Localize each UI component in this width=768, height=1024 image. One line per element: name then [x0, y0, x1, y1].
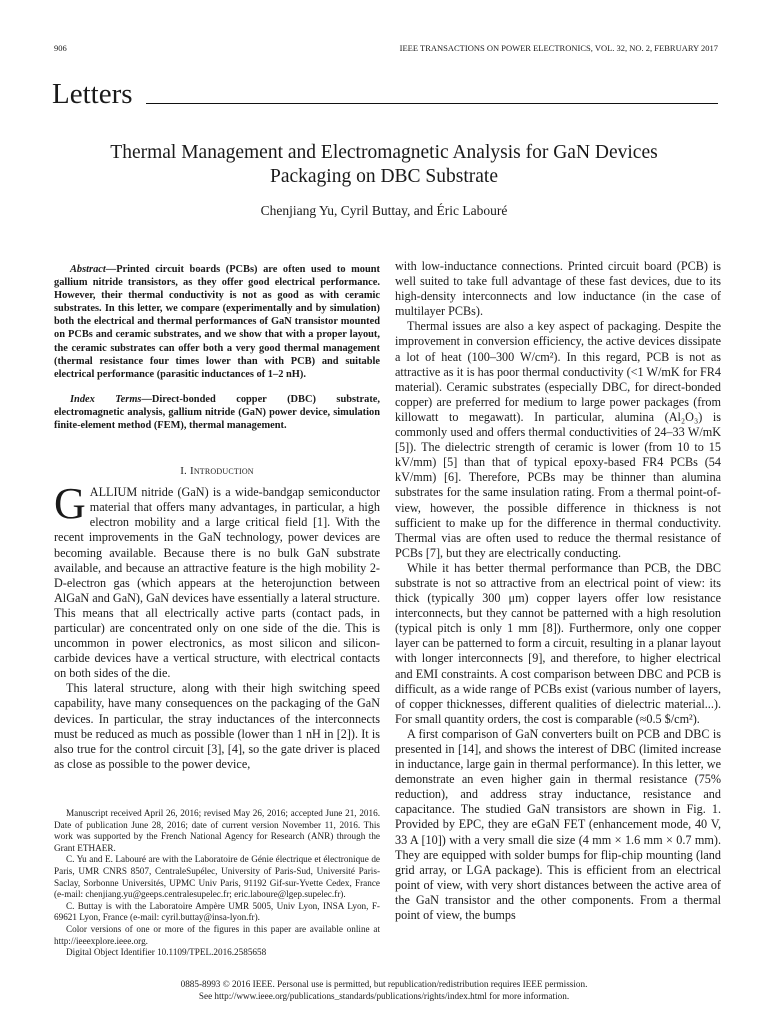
right-paragraph-4: A first comparison of GaN converters built on PCB and DBC is presented in [14], and shows the interest of DBC (limited increase in inductance, large gain in thermal performance). In this letter, we demonstrate an even higher gain in thermal resistance (75% reduction), and address stray inductance, resistance and capacitance. The studied GaN transistors are shown in Fig. 1. Provided by EPC, they are eGaN FET (enhancement mode, 40 V, 33 A [10]) with a very small die size (4 mm × 1.6 mm × 0.7 mm). They are equipped with solder bumps for flip-chip mounting (land grid array, or LGA package). This is efficient from an electrical point of view, with very short distances between the active area of the GaN transistor and the other components. From a thermal point of view, the bumps — [395, 726, 721, 923]
right-paragraph-2: Thermal issues are also a key aspect of packaging. Despite the improvement in conversion efficiency, the active devices dissipate a lot of heat (100–300 W/cm²). In this regard, PCB is not as attractive as it is has poor thermal conductivity (<1 W/mK for FR4 material). Ceramic substrates (especially DBC, for direct-bonded copper) are preferred for medium to large power packages (from killowatt to megawatt). In particular, alumina (Al₂O₃) is commonly used and offers thermal conductivities of 24–33 W/mK [5]). The dielectric strength of ceramic is lower (from 10 to 15 kV/mm) [5] than that of typical epoxy-based FR4 PCBs (54 kV/mm) [6]. Therefore, PCBs may be thinner than alumina substrates for the same insulation rating. From a thermal point-of-view, however, the possible difference in thickness is not sufficient to make up for the difference in thermal conductivity. Thermal vias are often used to reduce the thermal resistance of PCBs [7], but they are electrically conducting. — [395, 319, 721, 560]
journal-header: IEEE TRANSACTIONS ON POWER ELECTRONICS, VOL. 32, NO. 2, FEBRUARY 2017 — [399, 43, 718, 53]
index-terms-text: —Direct-bonded copper (DBC) substrate, electromagnetic analysis, gallium nitride (GaN) power device, simulation finite-element method (FEM), thermal management. — [54, 393, 380, 432]
heading-number: I. — [180, 465, 190, 478]
introduction-body — [54, 479, 380, 772]
introduction-heading — [54, 465, 380, 477]
footnote-color-note: Color versions of one or more of the figures in this paper are available online at http://ieeexplore.ieee.org. — [54, 923, 380, 946]
right-column — [395, 259, 721, 923]
abstract-text: —Printed circuit boards (PCBs) are often used to mount gallium nitride transistors, as they offer good electrical performance. However, their thermal conductivity is not as good as with ceramic substrates. In this letter, we compare (experimentally and by simulation) both the electrical and thermal performances of GaN transistor mounted on PCBs and ceramic substrates, and we show that with a proper layout, the ceramic substrates can offer both a very good thermal management (thermal resistance four times lower than with PCB) and suitable electrical performance (parasitic inductances of 1–2 nH). — [54, 264, 380, 380]
authors: Chenjiang Yu, Cyril Buttay, and Éric Labouré — [260, 203, 508, 218]
abstract — [54, 263, 380, 381]
intro-paragraph-1 — [54, 479, 380, 681]
footnotes — [54, 808, 380, 959]
abstract-lead: Abstract — [70, 264, 106, 275]
title-line-2: Packaging on DBC Substrate — [269, 166, 499, 187]
heading-text: Introduction — [189, 465, 254, 478]
footnote-affiliation-2: C. Buttay is with the Laboratoire Ampère UMR 5005, Univ Lyon, INSA Lyon, F-69621 Lyon, France (e-mail: cyril.buttay@insa-lyon.fr). — [54, 900, 380, 923]
section-title: Letters — [52, 78, 133, 110]
copyright-line-2: See http://www.ieee.org/publications_standards/publications/rights/index.html for more information. — [198, 991, 570, 1001]
footnote-doi: Digital Object Identifier 10.1109/TPEL.2016.2585658 — [66, 947, 267, 958]
left-column — [54, 263, 380, 772]
drop-cap: G — [54, 479, 86, 529]
right-paragraph-1: with low-inductance connections. Printed circuit board (PCB) is well suited to take full advantage of these fast devices, due to its high-density interconnects and low inductance (in the case of multilayer PCBs). — [395, 259, 721, 319]
copyright-footer — [40, 978, 728, 1002]
section-rule — [146, 103, 718, 104]
article-title — [60, 141, 708, 189]
page-number: 906 — [54, 43, 67, 53]
intro-p1-text: ALLIUM nitride (GaN) is a wide-bandgap semiconductor material that offers many advantages, in particular, a high electron mobility and a large critical field [1]. With the recent improvements in the GaN technology, power devices are becoming available. Because there is no bulk GaN substrate available, and because an attractive feature is the high mobility 2-D-electron gas (which appears at the heterojunction between AlGaN and GaN), GaN devices have essentially a lateral structure. This means that all electrically active parts (contact pads, in particular) are concentrated only on one side of the die. This is uncommon in power electronics, as most silicon and silicon-carbide devices have a vertical structure, with electrical contacts on both sides of the die. — [54, 485, 380, 681]
footnote-manuscript: Manuscript received April 26, 2016; revised May 26, 2016; accepted June 21, 2016. Date of publication June 28, 2016; date of current version November 11, 2016. This work was supported by the French National Agency for Research (ANR) through the Grant ETHAER. — [54, 808, 380, 853]
right-paragraph-3: While it has better thermal performance than PCB, the DBC substrate is not so attractive from an electrical point of view: its thick (typically 300 μm) copper layers offer low resistance interconnects, but they cannot be patterned with a high resolution (typical pitch is only 1 mm [8]). Furthermore, only one copper layer can be patterned to form a circuit, resulting in a planar layout with longer interconnects [9], and therefore, to higher electrical and EMI constraints. A cost comparison between DBC and PCB is difficult, as a wide range of PCBs exist (various number of layers, of copper thicknesses, different qualities of dielectric material...). For small quantity orders, the cost is comparable (≈0.5 $/cm²). — [395, 560, 721, 726]
index-terms-lead: Index Terms — [70, 393, 142, 405]
intro-paragraph-2: This lateral structure, along with their high switching speed capability, have many consequences on the packaging of the GaN devices. In particular, the stray inductances of the interconnects must be reduced as much as possible (lower than 1 nH in [2]). It is also true for the control circuit [3], [4], so the gate driver is placed as close as possible to the power device, — [54, 681, 380, 771]
copyright-line-1: 0885-8993 © 2016 IEEE. Personal use is permitted, but republication/redistribution requires IEEE permission. — [180, 979, 588, 989]
title-line-1: Thermal Management and Electromagnetic Analysis for GaN Devices — [110, 142, 658, 163]
index-terms — [54, 393, 380, 432]
footnote-affiliation-1: C. Yu and E. Labouré are with the Laboratoire de Génie électrique et électronique de Paris, UMR CNRS 8507, CentraleSupélec, University of Paris-Sud, Université Paris-Saclay, Sorbonne Universités, UPMC Univ Paris, 91192 Gif-sur-Yvette Cedex, France (e-mail: chenjiang.yu@geeps.centralesupelec.fr; eric.laboure@lgep.supelec.fr). — [54, 854, 380, 900]
